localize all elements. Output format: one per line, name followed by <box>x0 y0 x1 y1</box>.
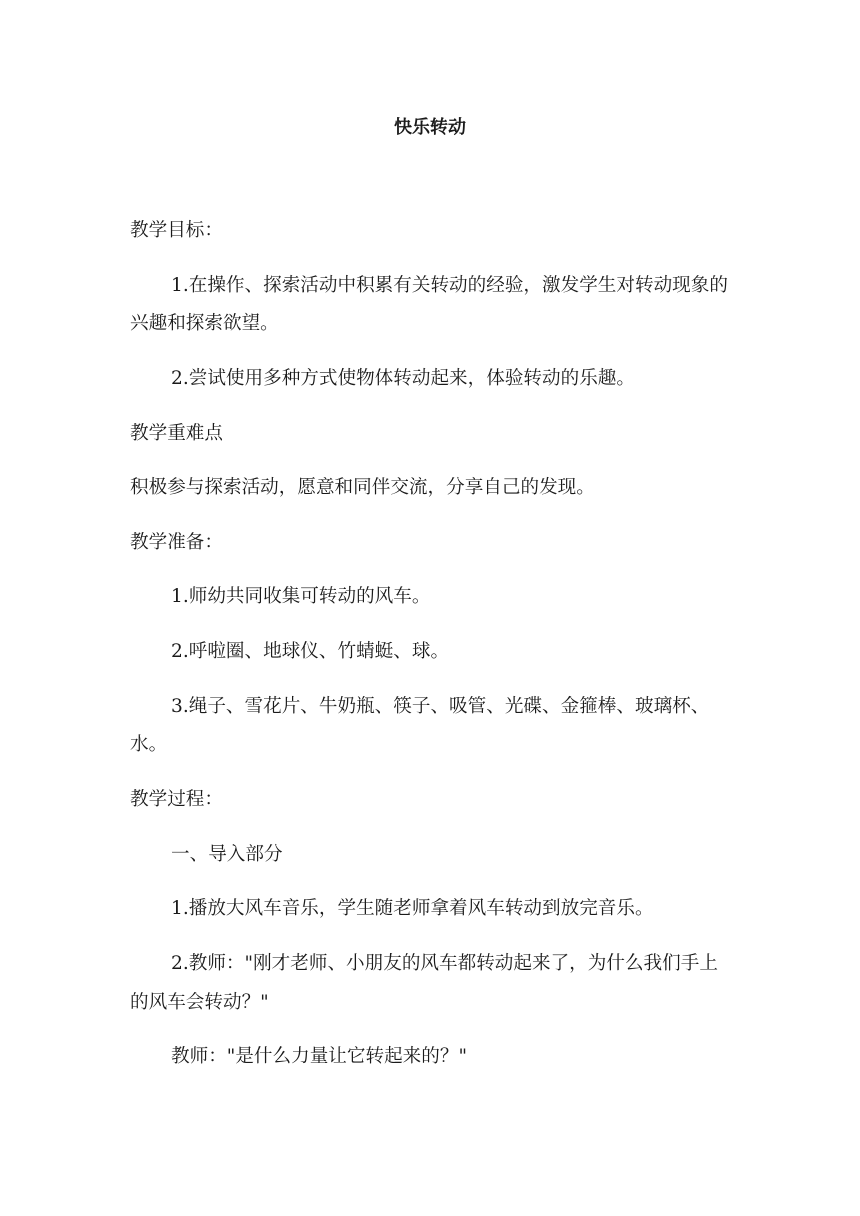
process-step-1: 1.播放大风车音乐，学生随老师拿着风车转动到放完音乐。 <box>171 898 654 920</box>
document-body <box>130 212 730 1093</box>
key-difficulties-text: 积极参与探索活动，愿意和同伴交流，分享自己的发现。 <box>130 477 595 499</box>
document-title: 快乐转动 <box>394 117 466 138</box>
goal-item-2: 2.尝试使用多种方式使物体转动起来，体验转动的乐趣。 <box>171 367 635 389</box>
preparation-item-2: 2.呼啦圈、地球仪、竹蜻蜓、球。 <box>171 640 450 662</box>
heading-teaching-process: 教学过程： <box>130 788 223 810</box>
goal-item-1: 1.在操作、探索活动中积累有关转动的经验，激发学生对转动现象的兴趣和探索欲望。 <box>130 274 728 335</box>
heading-key-difficulties: 教学重难点 <box>130 422 223 444</box>
preparation-item-1: 1.师幼共同收集可转动的风车。 <box>171 586 431 608</box>
heading-teaching-goals: 教学目标： <box>130 220 223 241</box>
process-step-2: 2.教师："刚才老师、小朋友的风车都转动起来了，为什么我们手上的风车会转动？" <box>130 952 718 1013</box>
heading-teaching-preparation: 教学准备： <box>130 531 223 553</box>
preparation-item-3: 3.绳子、雪花片、牛奶瓶、筷子、吸管、光碟、金箍棒、玻璃杯、水。 <box>130 695 710 756</box>
process-teacher-question: 教师："是什么力量让它转起来的？" <box>171 1046 468 1068</box>
process-section-intro: 一、导入部分 <box>171 843 283 865</box>
